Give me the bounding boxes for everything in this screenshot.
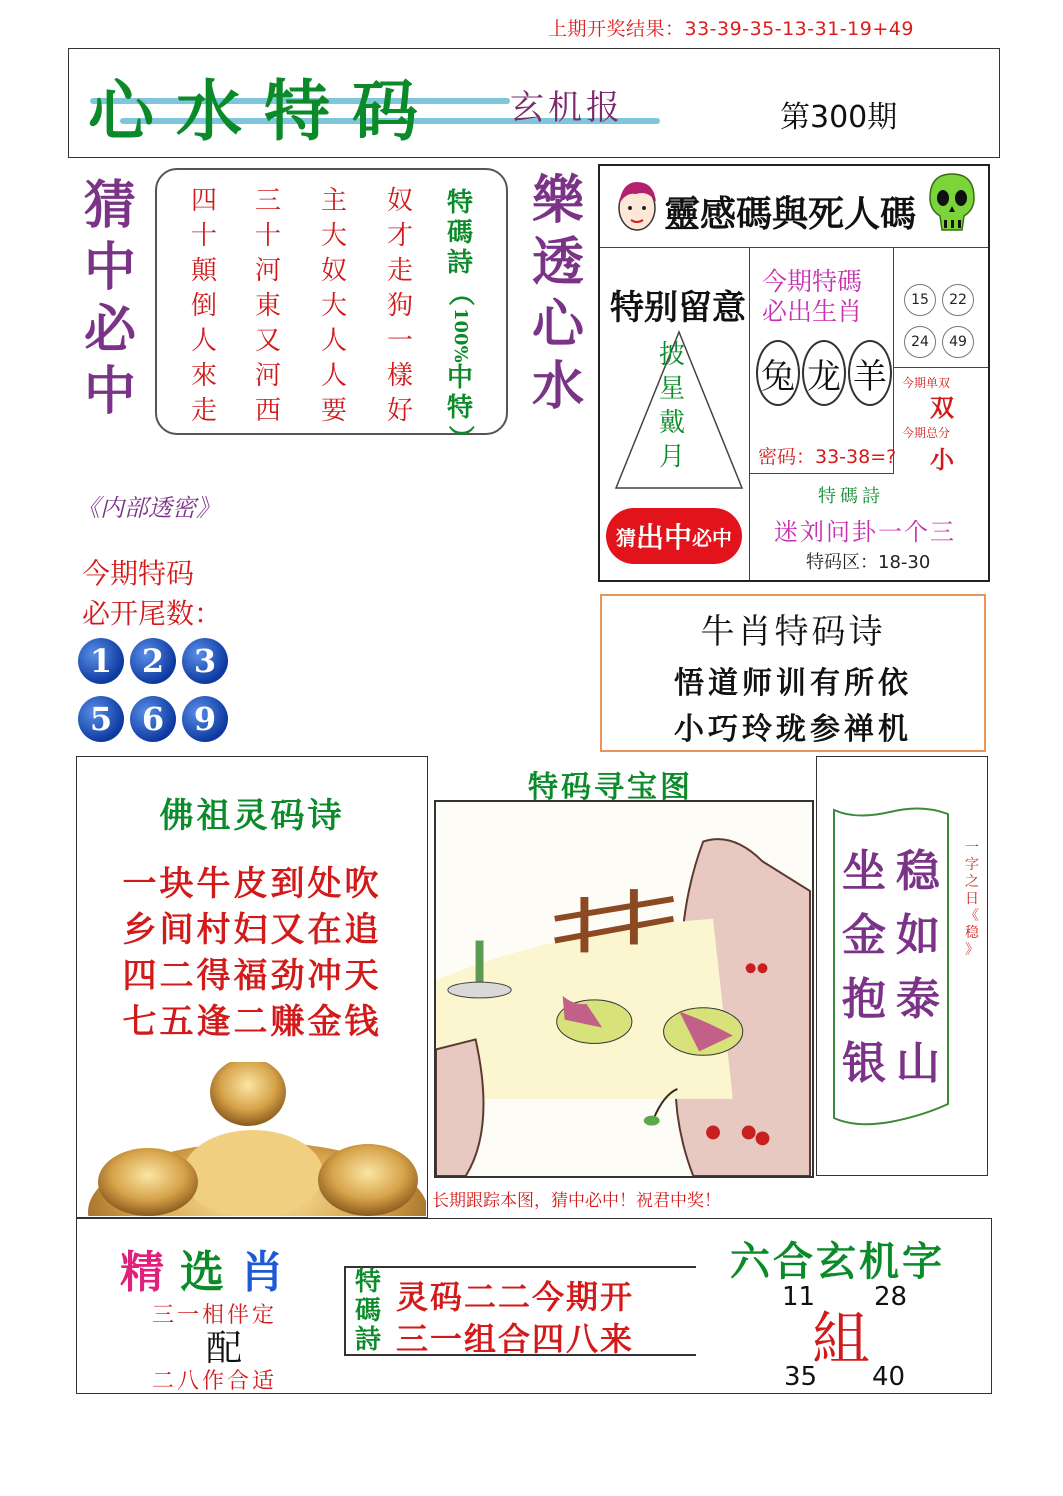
number-ball: 5 [78, 696, 124, 742]
buddha-poem-line: 乡间村妇又在追 [122, 910, 382, 950]
buddha-statue-image [78, 1062, 426, 1216]
poem-char: 一 [386, 326, 413, 356]
issue-number: 第300期 [780, 100, 898, 135]
triangle-char: 星 [658, 374, 685, 404]
side-note-char: 字 [965, 857, 979, 873]
attention-text: 特别留意 [610, 288, 746, 328]
number-ball: 1 [78, 638, 124, 684]
slogan-char: 透 [531, 232, 584, 293]
group-number: 35 [784, 1362, 818, 1392]
slogan-char: 水 [531, 356, 584, 417]
tail-heading: 今期特码 [82, 557, 195, 590]
poem-column [314, 184, 354, 429]
poem-column [380, 184, 420, 429]
buddha-poem-line: 四二得福劲冲天 [122, 956, 382, 996]
poem-char: 好 [386, 396, 413, 426]
side-note-char: 日 [965, 891, 979, 907]
right-vertical-slogan [528, 170, 588, 418]
poem-char: 人 [320, 326, 347, 356]
inside-secret-heading: 《内部透密》 [76, 494, 220, 522]
side-note-char: 一 [965, 840, 979, 856]
slogan-char: 中 [83, 237, 136, 298]
label-char: 特 [446, 392, 473, 423]
poem-char: 主 [320, 186, 347, 216]
tail-heading: 必开尾数： [82, 597, 223, 630]
number-ball: 3 [182, 638, 228, 684]
special-poem-line: 迷刘问卦一个三 [774, 518, 956, 546]
poem-char: 來 [190, 361, 217, 391]
size-value: 小 [930, 446, 954, 474]
poem-column [248, 184, 288, 429]
ox-poem-line: 小巧玲珑参禅机 [674, 712, 912, 747]
stable-char: 金 [842, 910, 886, 961]
slogan-char: 樂 [531, 170, 584, 231]
odd-even-label: 今期单双 [902, 376, 951, 390]
stable-char: 坐 [842, 846, 886, 897]
treasure-map-title: 特码寻宝图 [528, 770, 693, 805]
poem-char: 十 [190, 221, 217, 251]
precise-line: 三一相伴定 [152, 1303, 278, 1328]
special-label-char: 碼 [354, 1296, 381, 1326]
label-char: 詩 [446, 248, 473, 278]
number-ball: 9 [182, 696, 228, 742]
liuhe-title: 六合玄机字 [730, 1238, 945, 1285]
stable-char: 银 [842, 1038, 886, 1089]
stable-char: 泰 [896, 974, 940, 1025]
stable-column [894, 840, 942, 1096]
guess-badge [606, 508, 742, 564]
left-vertical-slogan [78, 175, 142, 423]
label-char: 特 [446, 188, 473, 218]
ox-poem-title: 牛肖特码诗 [700, 612, 886, 652]
precise-line: 二八作合适 [152, 1369, 278, 1394]
masthead-title: 心水特码 [88, 72, 440, 150]
special-zone: 特码区：18-30 [806, 552, 931, 573]
poem-char: 倒 [190, 291, 217, 321]
poem-char: 大 [320, 221, 347, 251]
zodiac-circle: 羊 [848, 340, 892, 406]
precise-char: 肖 [240, 1247, 300, 1298]
number-circle: 24 [904, 326, 936, 358]
number-ball: 6 [130, 696, 176, 742]
poem-char: 東 [254, 291, 281, 321]
label-char: 100% [450, 308, 471, 363]
precise-zodiac-title [120, 1236, 300, 1300]
secret-code: 密码：33-38=? [758, 446, 897, 468]
poem-char: 西 [254, 396, 281, 426]
special-label-char: 詩 [354, 1325, 381, 1355]
badge-char: 猜 [615, 525, 636, 550]
group-number: 40 [872, 1362, 906, 1392]
stable-char: 如 [896, 910, 940, 961]
stable-char: 山 [896, 1038, 940, 1089]
slogan-char: 心 [531, 294, 584, 355]
zodiac-heading: 必出生肖 [762, 297, 863, 326]
poem-char: 三 [254, 186, 281, 216]
precise-char: 精 [120, 1247, 180, 1298]
number-circle: 49 [942, 326, 974, 358]
poem-char: 四 [190, 186, 217, 216]
special-label-char: 特 [354, 1267, 381, 1297]
treasure-map-caption: 长期跟踪本图，猜中必中！祝君中奖！ [432, 1191, 721, 1211]
buddha-poem-title: 佛祖灵码诗 [159, 796, 345, 836]
special-poem-label: 特碼詩 [818, 486, 884, 507]
label-char: ） [444, 424, 475, 451]
zodiac-circle: 龙 [802, 340, 846, 406]
poem-column [184, 184, 224, 429]
triangle-char: 戴 [658, 408, 685, 438]
poem-char: 走 [386, 256, 413, 286]
poem-char: 顛 [190, 256, 217, 286]
poem-grid-label [440, 188, 480, 453]
slogan-char: 中 [83, 361, 136, 422]
group-number: 11 [782, 1282, 816, 1312]
treasure-map-illustration [434, 800, 814, 1178]
poem-char: 走 [190, 396, 217, 426]
badge-char: 出中 [635, 521, 692, 554]
info-panel-title: 靈感碼與死人碼 [664, 193, 917, 235]
size-label: 今期总分 [902, 426, 951, 440]
side-note-char: 稳 [965, 925, 979, 941]
side-note-char: 之 [965, 874, 979, 890]
label-char: 碼 [446, 218, 473, 248]
poem-char: 奴 [386, 186, 413, 216]
buddha-poem-line: 一块牛皮到处吹 [122, 864, 382, 904]
group-number: 28 [874, 1282, 908, 1312]
poem-char: 河 [254, 361, 281, 391]
special-poem-line: 三一组合四八来 [396, 1320, 635, 1358]
poem-char: 人 [190, 326, 217, 356]
triangle-text [655, 338, 689, 474]
poem-char: 大 [320, 291, 347, 321]
zodiac-heading: 今期特碼 [762, 267, 863, 296]
last-result-text: 上期开奖结果：33-39-35-13-31-19+49 [548, 18, 914, 40]
poem-char: 要 [320, 396, 347, 426]
poem-char: 十 [254, 221, 281, 251]
odd-even-value: 双 [930, 394, 954, 422]
masthead-subtitle: 玄机报 [510, 88, 624, 128]
precise-char: 选 [180, 1247, 240, 1298]
number-circle: 22 [942, 284, 974, 316]
side-note [962, 840, 982, 959]
zodiac-circle: 兔 [756, 340, 800, 406]
precise-pair-char: 配 [206, 1328, 243, 1369]
stable-char: 抱 [842, 974, 886, 1025]
label-char: 中 [446, 362, 473, 393]
poem-char: 奴 [320, 256, 347, 286]
stable-char: 稳 [896, 846, 940, 897]
poem-char: 河 [254, 256, 281, 286]
poem-char: 又 [254, 326, 281, 356]
number-circle: 15 [904, 284, 936, 316]
ox-poem-line: 悟道师训有所依 [674, 666, 912, 701]
special-poem-line: 灵码二二今期开 [396, 1278, 635, 1316]
face-icon [612, 176, 662, 236]
triangle-char: 月 [658, 442, 685, 472]
triangle-char: 披 [658, 340, 685, 370]
slogan-char: 必 [83, 299, 136, 360]
badge-char: 中 [712, 525, 732, 550]
skull-icon [928, 172, 976, 234]
poem-char: 人 [320, 361, 347, 391]
poem-char: 才 [386, 221, 413, 251]
number-ball: 2 [130, 638, 176, 684]
buddha-poem-line: 七五逢二赚金钱 [122, 1002, 382, 1042]
side-note-char: 》 [965, 942, 979, 958]
slogan-char: 猜 [83, 175, 136, 236]
badge-char: 必 [692, 525, 712, 550]
label-char: （ [444, 279, 475, 307]
poem-char: 樣 [386, 361, 413, 391]
poem-char: 狗 [386, 291, 413, 321]
stable-column [840, 840, 888, 1096]
group-char: 組 [812, 1305, 871, 1373]
special-poem-label [350, 1268, 386, 1355]
side-note-char: 《 [965, 908, 979, 924]
